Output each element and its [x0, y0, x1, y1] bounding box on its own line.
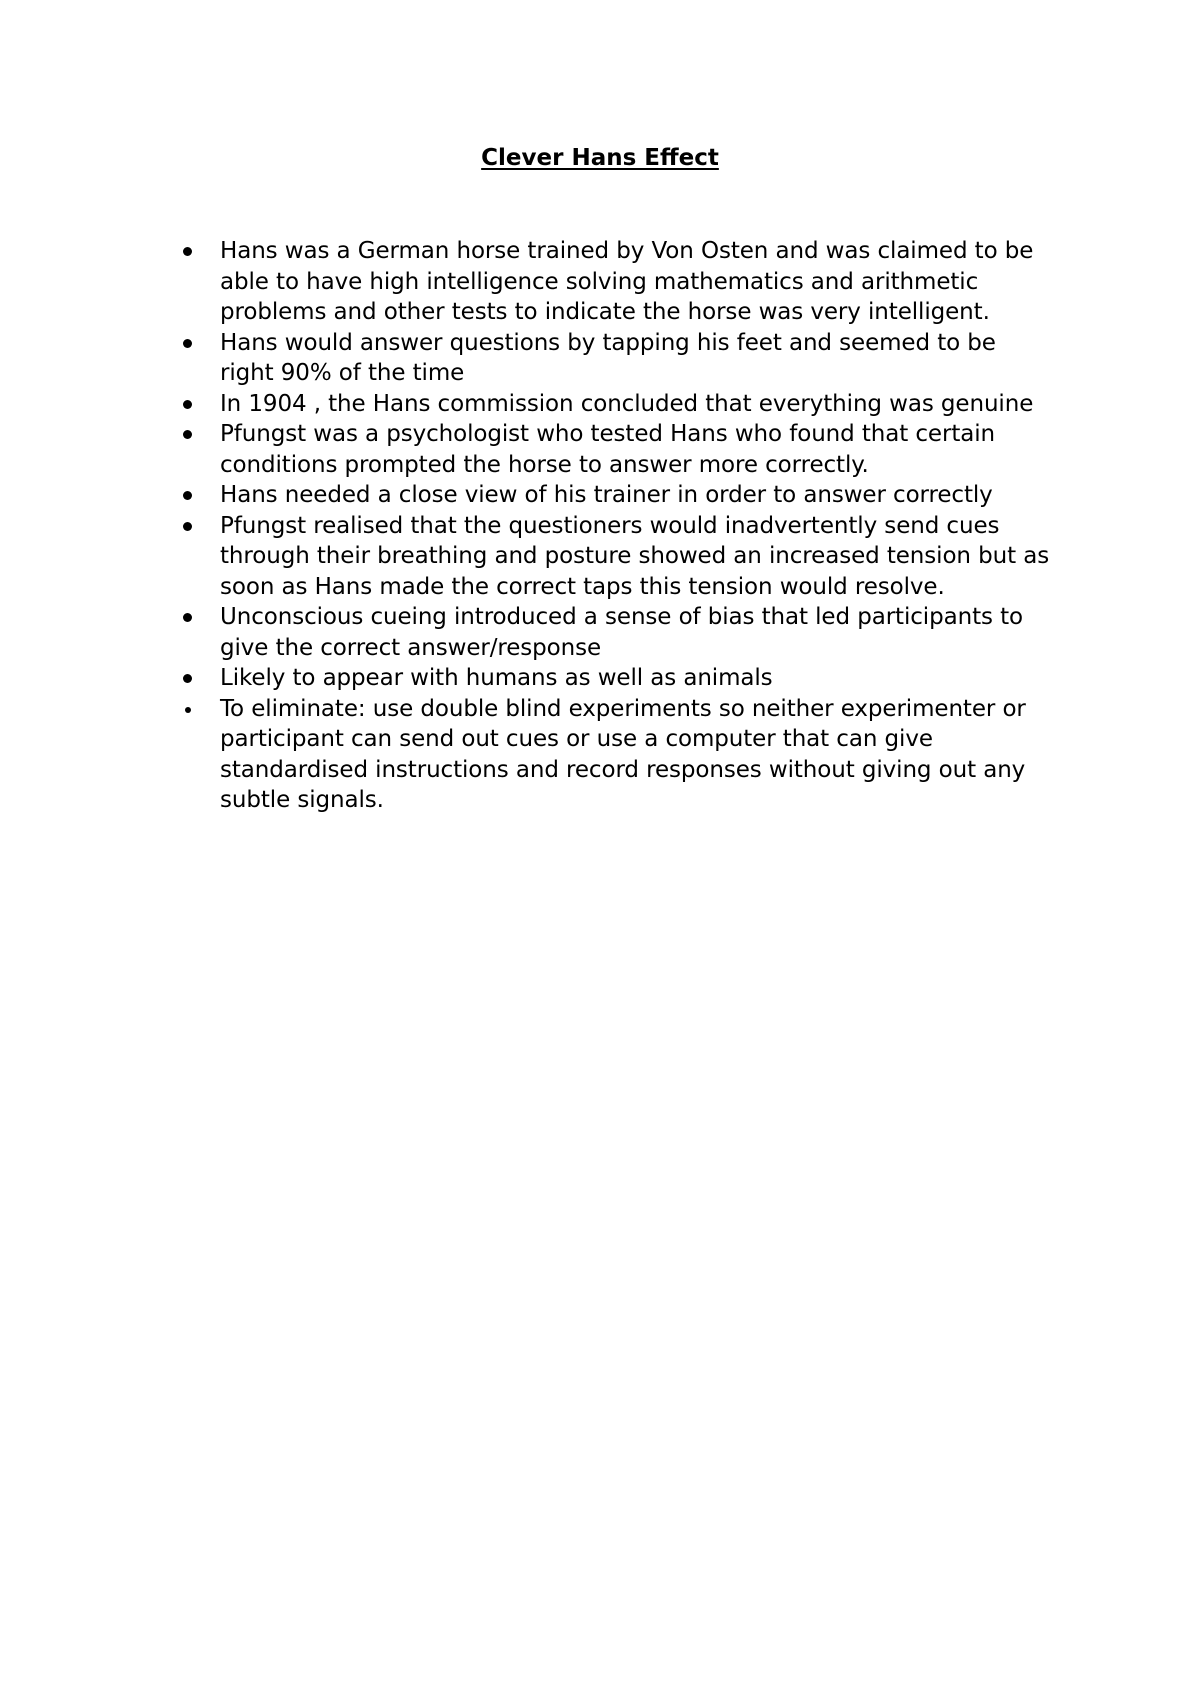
bullet-icon	[183, 400, 192, 409]
list-item	[0, 602, 1050, 663]
bullet-icon	[183, 491, 192, 500]
document-title-text: Clever Hans Effect	[481, 145, 719, 171]
bullet-text: In 1904 , the Hans commission concluded that everything was genuine	[220, 390, 1034, 417]
list-item	[0, 328, 1050, 389]
bullet-text: Unconscious cueing introduced a sense of bias that led participants to give the correct answer/response	[220, 604, 1023, 661]
bullet-icon	[183, 522, 192, 531]
list-item	[0, 419, 1050, 480]
list-item	[0, 389, 1050, 420]
bullet-text: To eliminate: use double blind experiments so neither experimenter or participant can send out cues or use a computer that can give standardised instructions and record responses without giving out any subtle signals.	[220, 695, 1026, 813]
bullet-icon	[183, 339, 192, 348]
bullet-text: Hans needed a close view of his trainer in order to answer correctly	[220, 482, 993, 508]
document-title	[0, 143, 1200, 173]
bullet-icon	[185, 707, 191, 713]
list-item	[0, 236, 1050, 328]
bullet-text: Pfungst realised that the questioners would inadvertently send cues through their breathing and posture showed an increased tension but as soon as Hans made the correct taps this tension would resolve.	[220, 512, 1050, 600]
bullet-text: Hans was a German horse trained by Von Osten and was claimed to be able to have high intelligence solving mathematics and arithmetic problems and other tests to indicate the horse was very intelligent.	[220, 238, 1034, 325]
bullet-icon	[183, 430, 192, 439]
list-item	[0, 511, 1050, 603]
bullet-icon	[183, 674, 192, 683]
list-item	[0, 480, 1050, 511]
bullet-text: Likely to appear with humans as well as animals	[220, 665, 773, 691]
list-item	[0, 663, 1050, 694]
bullet-icon	[183, 613, 192, 622]
bullet-text: Hans would answer questions by tapping his feet and seemed to be right 90% of the time	[220, 329, 996, 386]
bullet-list	[0, 236, 1200, 816]
list-item	[0, 694, 1050, 816]
bullet-icon	[183, 247, 192, 256]
bullet-text: Pfungst was a psychologist who tested Hans who found that certain conditions prompted the horse to answer more correctly.	[220, 421, 996, 478]
